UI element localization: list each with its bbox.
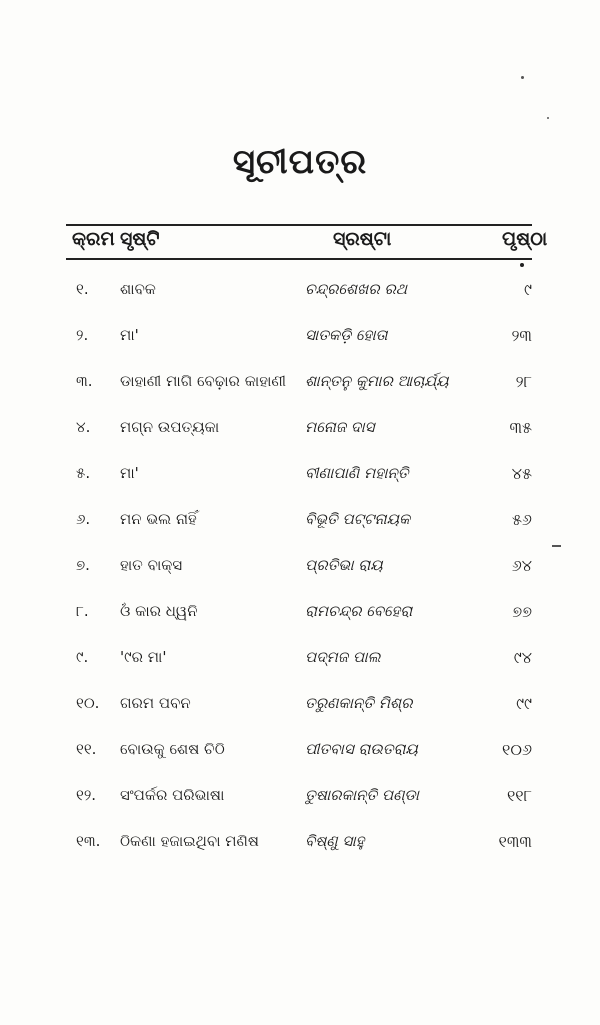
entry-serial: ୧. — [76, 280, 89, 298]
entry-page: ୯୪ — [513, 648, 532, 667]
entry-page: ୨୮ — [515, 372, 532, 391]
entry-title: ମା' — [120, 464, 139, 482]
entry-title: ଡାହାଣୀ ମାଗି ବେଢ଼ାର କାହାଣୀ — [120, 372, 286, 390]
entry-title: ଗରମ ପବନ — [120, 694, 191, 712]
entry-author: ଶାନ୍ତନୁ କୁମାର ଆଚାର୍ଯ୍ୟ — [305, 372, 449, 390]
entry-page: ୫୬ — [511, 510, 532, 529]
list-item — [0, 544, 600, 590]
entry-serial: ୧୧. — [76, 740, 97, 758]
entry-serial: ୭. — [76, 556, 90, 574]
entry-author: ରାମଚନ୍ଦ୍ର ବେହେରା — [305, 602, 413, 620]
entry-serial: ୯. — [76, 648, 89, 666]
header-title: ସୃଷ୍ଟି — [120, 228, 160, 250]
entry-serial: ୪. — [76, 418, 91, 436]
entry-page: ୧୩୩ — [498, 832, 532, 851]
header-serial: କ୍ରମ — [72, 228, 115, 250]
entry-page: ୯୯ — [516, 694, 532, 713]
contents-list — [0, 268, 600, 866]
entry-author: ଚନ୍ଦ୍ରଶେଖର ରଥ — [305, 280, 407, 298]
entry-title: ସଂପର୍କର ପରିଭାଷା — [120, 786, 225, 804]
header-page: ପୃଷ୍ଠା — [502, 228, 548, 250]
list-item — [0, 636, 600, 682]
paper-speck — [547, 117, 549, 119]
entry-title: ହାତ ବାକ୍ସ — [120, 556, 183, 574]
list-item — [0, 728, 600, 774]
entry-title: ଠିକଣା ହଜାଇଥିବା ମଣିଷ — [120, 832, 259, 850]
entry-page: ୬୪ — [511, 556, 532, 575]
entry-title: ମା' — [120, 326, 139, 344]
entry-title: '୯ର ମା' — [120, 648, 167, 666]
entry-serial: ୧୨. — [76, 786, 97, 804]
entry-author: ବିଷ୍ଣୁ ସାହୁ — [305, 832, 365, 850]
entry-author: ବିଭୂତି ପଟ୍ଟନାୟକ — [305, 510, 411, 528]
entry-title: ମଗ୍ନ ଉପତ୍ୟକା — [120, 418, 220, 436]
entry-title: ଓଁ କାର ଧ୍ୱନି — [120, 602, 198, 620]
list-item — [0, 590, 600, 636]
entry-author: ପ୍ରତିଭା ରାୟ — [305, 556, 383, 574]
header-author: ସ୍ରଷ୍ଟା — [333, 228, 392, 250]
entry-serial: ୧୦. — [76, 694, 100, 712]
entry-author: ପଦ୍ମଜ ପାଲ — [305, 648, 381, 666]
entry-serial: ୮. — [76, 602, 89, 620]
entry-serial: ୫. — [76, 464, 91, 482]
entry-page: ୯ — [524, 280, 532, 299]
entry-page: ୭୭ — [512, 602, 532, 621]
list-item — [0, 406, 600, 452]
entry-page: ୪୫ — [511, 464, 532, 483]
entry-author: ତରୁଣକାନ୍ତି ମିଶ୍ର — [305, 694, 413, 712]
entry-author: ତୁଷାରକାନ୍ତି ପଣ୍ଡା — [305, 786, 419, 804]
paper-speck — [552, 545, 561, 547]
entry-title: ଶାବକ — [120, 280, 156, 298]
list-item — [0, 774, 600, 820]
list-item — [0, 360, 600, 406]
entry-title: ମନ ଭଲ ନାହିଁ — [120, 510, 197, 528]
entry-author: ମନୋଜ ଦାସ — [305, 418, 375, 436]
entry-author: ବୀଣାପାଣି ମହାନ୍ତି — [305, 464, 409, 482]
entry-title: ବୋଉକୁ ଶେଷ ଚିଠି — [120, 740, 225, 758]
entry-serial: ୧୩. — [76, 832, 101, 850]
entry-author: ସାତକଡ଼ି ହୋତା — [305, 326, 388, 344]
entry-page: ୧୦୬ — [502, 740, 532, 759]
page-title: ସୂଚୀପତ୍ର — [232, 142, 368, 182]
header-top-rule — [66, 224, 532, 226]
entry-author: ପୀତବାସ ରାଉତରାୟ — [305, 740, 418, 758]
entry-page: ୩୫ — [509, 418, 532, 437]
entry-serial: ୨. — [76, 326, 89, 344]
list-item — [0, 268, 600, 314]
entry-serial: ୩. — [76, 372, 93, 390]
header-bottom-rule — [66, 258, 532, 260]
table-header — [0, 228, 600, 258]
entry-serial: ୬. — [76, 510, 91, 528]
list-item — [0, 498, 600, 544]
list-item — [0, 820, 600, 866]
list-item — [0, 452, 600, 498]
ink-dot — [520, 263, 524, 267]
paper-speck — [521, 76, 524, 79]
entry-page: ୨୩ — [511, 326, 532, 345]
list-item — [0, 682, 600, 728]
entry-page: ୧୧୮ — [506, 786, 532, 805]
list-item — [0, 314, 600, 360]
